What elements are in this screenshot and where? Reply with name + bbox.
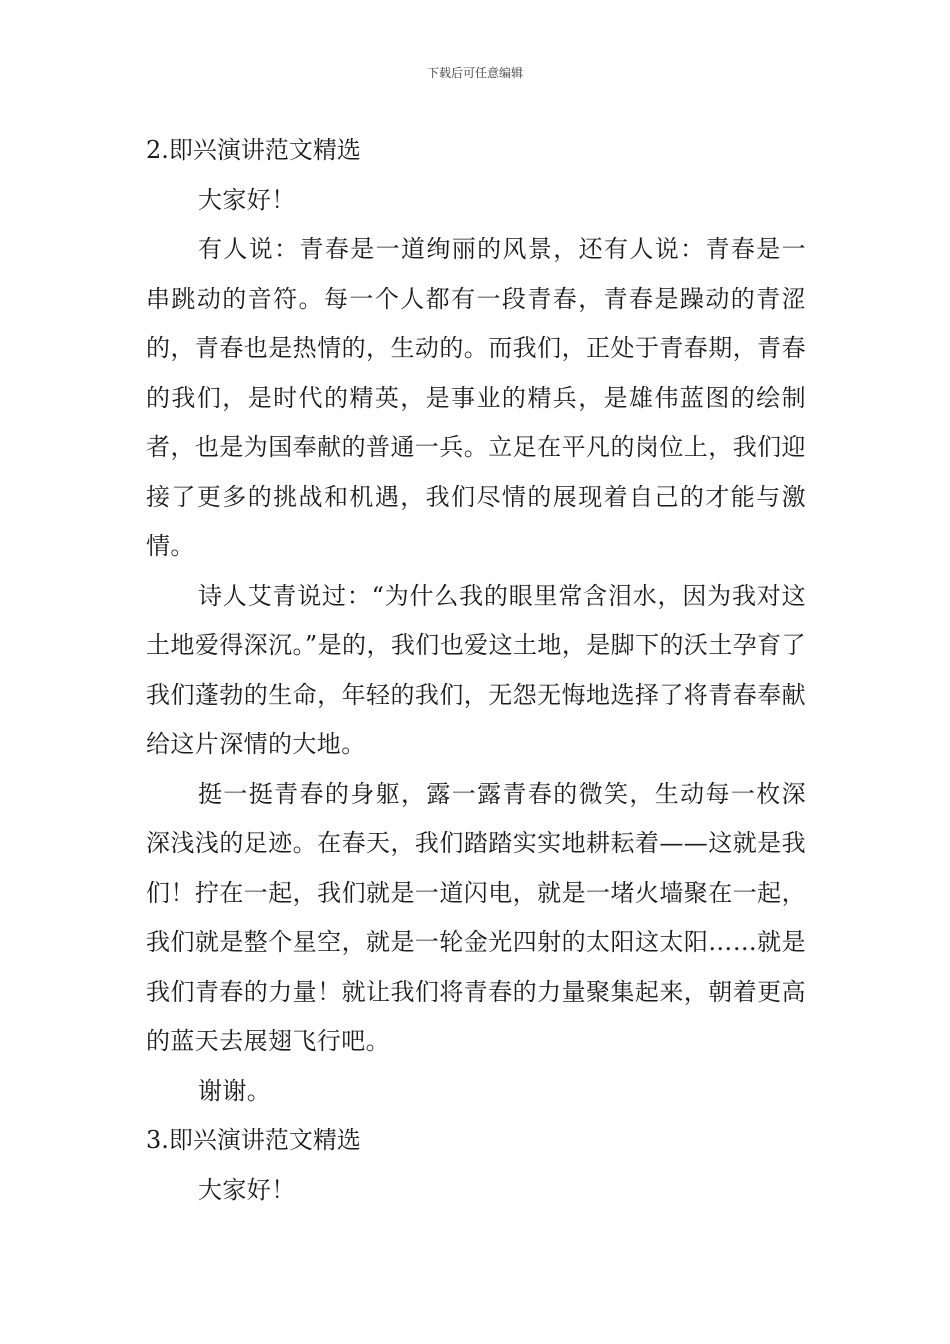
- body-paragraph: 诗人艾青说过：“为什么我的眼里常含泪水，因为我对这土地爱得深沉。”是的，我们也爱这土地，是脚下的沃土孕育了我们蓬勃的生命，年轻的我们，无怨无悔地选择了将青春奉献给这片深情的大地。: [146, 581, 806, 758]
- body-paragraph: 有人说：青春是一道绚丽的风景，还有人说：青春是一串跳动的音符。每一个人都有一段青春，青春是躁动的青涩的，青春也是热情的，生动的。而我们，正处于青春期，青春的我们，是时代的精英，是事业的精兵，是雄伟蓝图的绘制者，也是为国奉献的普通一兵。立足在平凡的岗位上，我们迎接了更多的挑战和机遇，我们尽情的展现着自己的才能与激情。: [146, 235, 806, 560]
- body-paragraph: 挺一挺青春的身躯，露一露青春的微笑，生动每一枚深深浅浅的足迹。在春天，我们踏踏实实地耕耘着——这就是我们！拧在一起，我们就是一道闪电，就是一堵火墙聚在一起，我们就是整个星空，就是一轮金光四射的太阳这太阳……就是我们青春的力量！就让我们将青春的力量聚集起来，朝着更高的蓝天去展翅飞行吧。: [146, 779, 806, 1055]
- greeting: 大家好！: [198, 1175, 296, 1204]
- section-heading: 3.即兴演讲范文精选: [146, 1126, 361, 1154]
- section-heading: 2.即兴演讲范文精选: [146, 136, 361, 164]
- greeting: 大家好！: [198, 185, 296, 214]
- closing-line: 谢谢。: [198, 1076, 272, 1105]
- page-header-note: 下载后可任意编辑: [426, 66, 523, 80]
- document-body: [146, 126, 806, 1215]
